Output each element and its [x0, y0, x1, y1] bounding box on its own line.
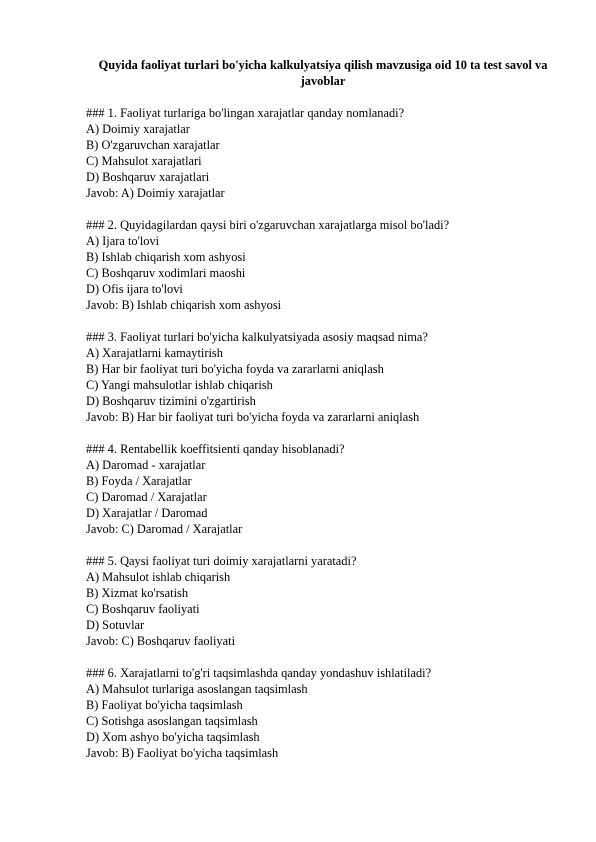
answer-option: A) Mahsulot ishlab chiqarish — [86, 570, 231, 584]
correct-answer: Javob: C) Boshqaruv faoliyati — [86, 634, 236, 648]
answer-option: B) Xizmat ko'rsatish — [86, 586, 189, 600]
answer-option: A) Xarajatlarni kamaytirish — [86, 346, 223, 360]
document-page — [86, 57, 556, 777]
question-block — [86, 665, 556, 761]
answer-option: A) Mahsulot turlariga asoslangan taqsimlash — [86, 682, 308, 696]
answer-option: A) Daromad - xarajatlar — [86, 458, 206, 472]
answer-option: D) Boshqaruv tizimini o'zgartirish — [86, 394, 256, 408]
answer-option: B) Har bir faoliyat turi bo'yicha foyda va zararlarni aniqlash — [86, 362, 384, 376]
question-heading: ### 5. Qaysi faoliyat turi doimiy xarajatlarni yaratadi? — [86, 554, 357, 568]
answer-option: B) Ishlab chiqarish xom ashyosi — [86, 250, 246, 264]
answer-option: B) Foyda / Xarajatlar — [86, 474, 192, 488]
question-heading: ### 4. Rentabellik koeffitsienti qanday hisoblanadi? — [86, 442, 345, 456]
answer-option: C) Sotishga asoslangan taqsimlash — [86, 714, 258, 728]
correct-answer: Javob: B) Ishlab chiqarish xom ashyosi — [86, 298, 282, 312]
question-block — [86, 105, 556, 201]
answer-option: D) Boshqaruv xarajatlari — [86, 170, 210, 184]
correct-answer: Javob: B) Har bir faoliyat turi bo'yicha foyda va zararlarni aniqlash — [86, 410, 420, 424]
question-block — [86, 553, 556, 649]
answer-option: C) Boshqaruv xodimlari maoshi — [86, 266, 246, 280]
answer-option: C) Daromad / Xarajatlar — [86, 490, 207, 504]
question-heading: ### 1. Faoliyat turlariga bo'lingan xarajatlar qanday nomlanadi? — [86, 106, 405, 120]
correct-answer: Javob: C) Daromad / Xarajatlar — [86, 522, 243, 536]
answer-option: C) Mahsulot xarajatlari — [86, 154, 202, 168]
question-block — [86, 329, 556, 425]
answer-option: A) Ijara to'lovi — [86, 234, 160, 248]
answer-option: A) Doimiy xarajatlar — [86, 122, 190, 136]
document-title: Quyida faoliyat turlari bo'yicha kalkulyatsiya qilish mavzusiga oid 10 ta test savol va javoblar — [98, 58, 548, 88]
question-block — [86, 217, 556, 313]
answer-option: D) Xarajatlar / Daromad — [86, 506, 208, 520]
answer-option: D) Ofis ijara to'lovi — [86, 282, 183, 296]
answer-option: B) Faoliyat bo'yicha taqsimlash — [86, 698, 243, 712]
question-heading: ### 3. Faoliyat turlari bo'yicha kalkulyatsiyada asosiy maqsad nima? — [86, 330, 428, 344]
answer-option: D) Sotuvlar — [86, 618, 145, 632]
correct-answer: Javob: A) Doimiy xarajatlar — [86, 186, 225, 200]
answer-option: C) Yangi mahsulotlar ishlab chiqarish — [86, 378, 273, 392]
answer-option: B) O'zgaruvchan xarajatlar — [86, 138, 220, 152]
question-heading: ### 2. Quyidagilardan qaysi biri o'zgaruvchan xarajatlarga misol bo'ladi? — [86, 218, 450, 232]
correct-answer: Javob: B) Faoliyat bo'yicha taqsimlash — [86, 746, 279, 760]
answer-option: D) Xom ashyo bo'yicha taqsimlash — [86, 730, 260, 744]
question-block — [86, 441, 556, 537]
answer-option: C) Boshqaruv faoliyati — [86, 602, 200, 616]
question-heading: ### 6. Xarajatlarni to'g'ri taqsimlashda qanday yondashuv ishlatiladi? — [86, 666, 432, 680]
